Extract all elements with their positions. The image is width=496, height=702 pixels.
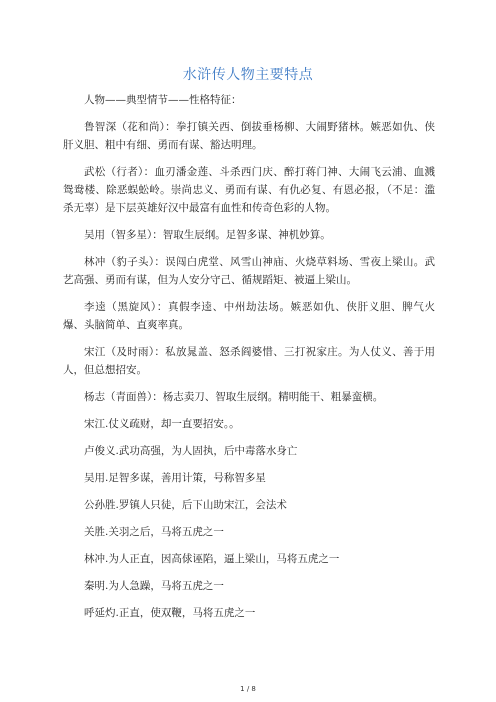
paragraph: 宋江（及时雨）：私放晁盖、怒杀阎婆惜、三打祝家庄。为人仗义、善于用人，但总想招安。 [63,346,435,376]
document-body [63,91,435,631]
paragraph: 宋江.仗义疏财，却一直要招安。。 [84,418,240,430]
paragraph: 林冲（豹子头）：误闯白虎堂、风雪山神庙、火烧草料场、雪夜上梁山。武艺高强、勇而有谋，但为人安分守己、循规蹈矩、被逼上梁山。 [63,256,435,286]
paragraph: 鲁智深（花和尚）：拳打镇关西、倒拔垂杨柳、大闹野猪林。嫉恶如仇、侠肝义胆、粗中有细、勇而有谋、豁达明理。 [63,121,435,151]
page-indicator: 1 / 8 [240,685,256,693]
paragraph: 关胜.关羽之后，马将五虎之一 [84,526,224,538]
paragraph: 武松（行者）：血刃潘金莲、斗杀西门庆、醉打蒋门神、大闹飞云浦、血溅鸳鸯楼、除恶蜈蚣岭。崇尚忠义、勇而有谋、有仇必复、有恩必报，（不足：滥杀无辜）是下层英雄好汉中最富有血性和传奇色彩的人物。 [63,166,435,214]
paragraph: 卢俊义.武功高强，为人固执，后中毒落水身亡 [84,445,298,457]
paragraph: 林冲.为人正直，因高俅诬陷，逼上梁山，马将五虎之一 [84,553,340,565]
document-title: 水浒传人物主要特点 [182,67,314,83]
paragraph: 杨志（青面兽）：杨志卖刀、智取生辰纲。精明能干、粗暴蛮横。 [84,391,384,403]
paragraph: 公孙胜.罗镇人只徒，后下山助宋江，会法术 [84,499,287,511]
paragraph: 呼延灼.正直，使双鞭，马将五虎之一 [84,607,256,619]
paragraph: 秦明.为人急躁，马将五虎之一 [84,580,224,592]
paragraph: 吴用.足智多谋，善用计策，号称智多星 [84,472,266,484]
paragraph: 吴用（智多星）：智取生辰纲。足智多谋、神机妙算。 [84,229,331,241]
paragraph: 人物——典型情节——性格特征： [84,94,242,106]
paragraph: 李逵（黑旋风）：真假李逵、中州劫法场。嫉恶如仇、侠肝义胆、脾气火爆、头脑简单、直爽率真。 [63,301,435,331]
